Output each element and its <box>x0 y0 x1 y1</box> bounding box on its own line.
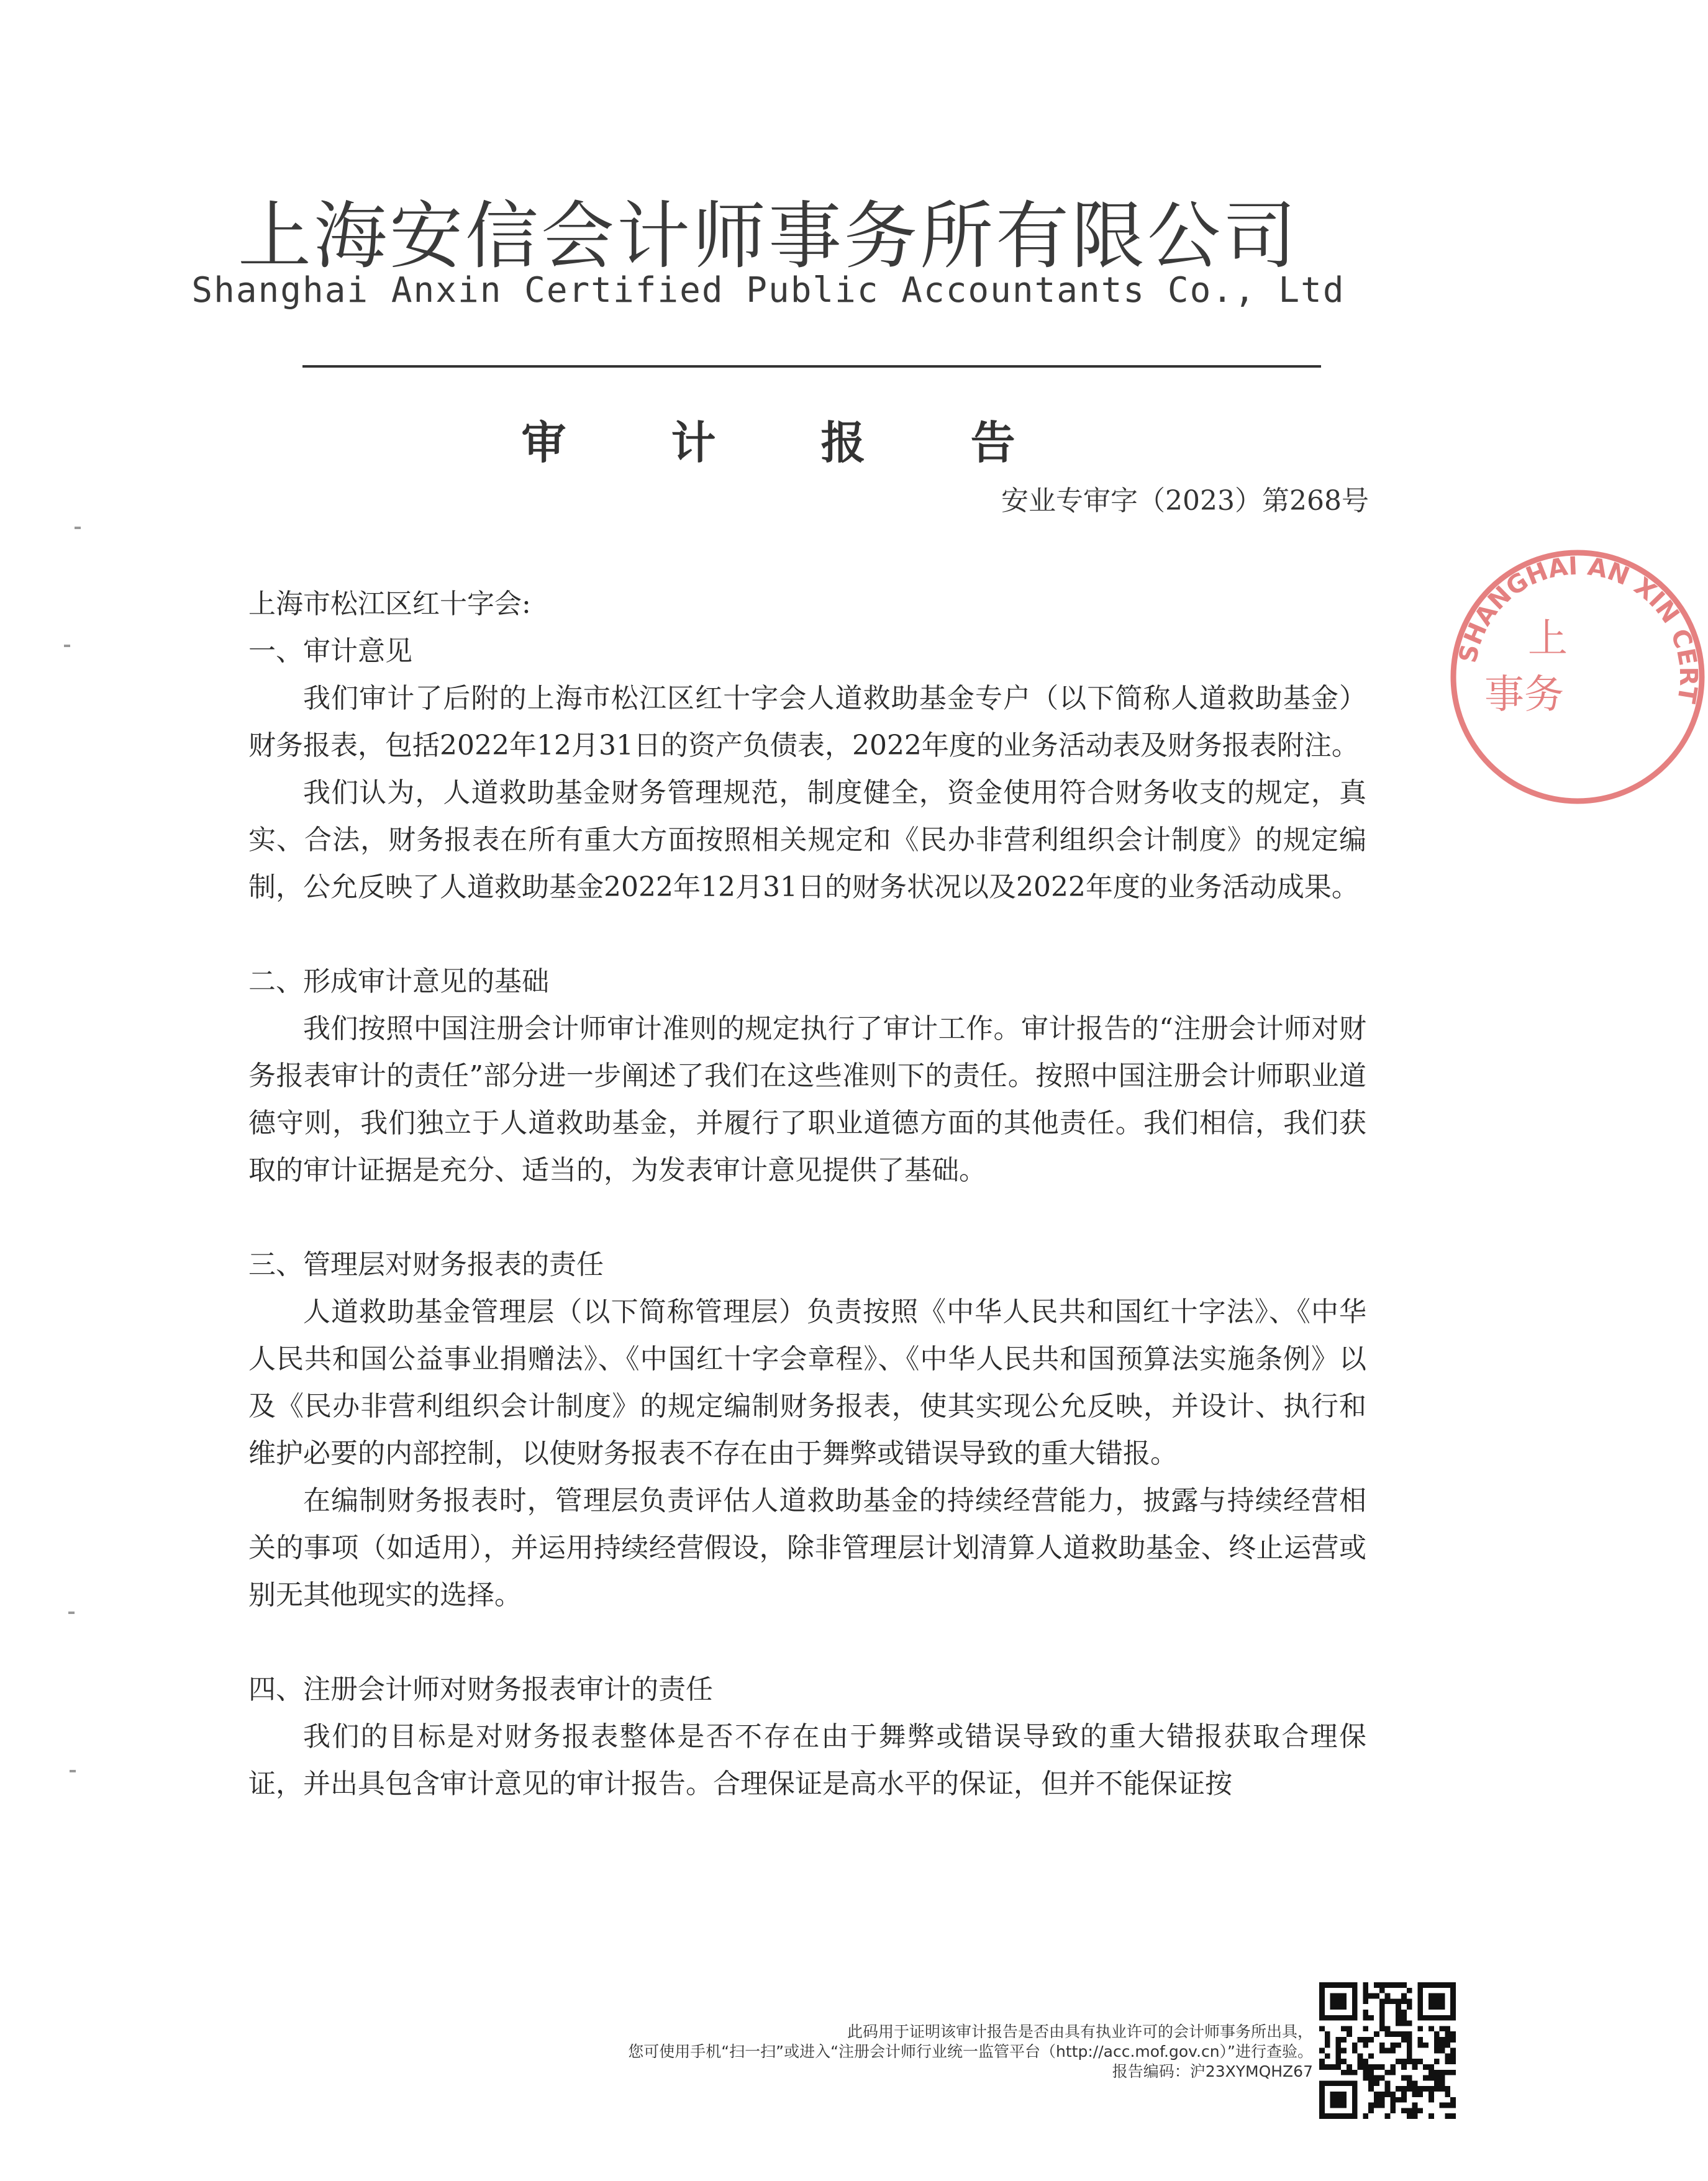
stamp-ring-text: SHANGHAI AN XIN CERT <box>1453 551 1703 705</box>
scan-speck <box>68 1612 75 1614</box>
verification-line-2[interactable]: 您可使用手机“扫一扫”或进入“注册会计师行业统一监管平台（http://acc.mof.gov.cn）”进行查验。 <box>628 2043 1313 2061</box>
section-heading-2: 二、形成审计意见的基础 <box>248 966 549 997</box>
section-1-paragraph-1: 我们审计了后附的上海市松江区红十字会人道救助基金专户（以下简称人道救助基金）财务报表，包括2022年12月31日的资产负债表，2022年度的业务活动表及财务报表附注。 <box>248 682 1366 761</box>
scan-speck <box>75 527 81 529</box>
firm-name-en: Shanghai Anxin Certified Public Accountants Co., Ltd <box>191 270 1345 311</box>
section-heading-1: 一、审计意见 <box>248 635 412 667</box>
section-4-paragraph-1: 我们的目标是对财务报表整体是否不存在由于舞弊或错误导致的重大错报获取合理保证，并出具包含审计意见的审计报告。合理保证是高水平的保证，但并不能保证按 <box>248 1721 1366 1800</box>
stamp-center-text-2: 事务 <box>1484 672 1564 718</box>
header-divider <box>302 365 1321 368</box>
report-ref-number: 安业专审字（2023）第268号 <box>1001 485 1369 517</box>
section-3-paragraph-1: 人道救助基金管理层（以下简称管理层）负责按照《中华人民共和国红十字法》、《中华人民共和国公益事业捐赠法》、《中国红十字会章程》、《中华人民共和国预算法实施条例》以及《民办非营利组织会计制度》的规定编制财务报表，使其实现公允反映，并设计、执行和维护必要的内部控制，以使财务报表不存在由于舞弊或错误导致的重大错报。 <box>248 1296 1366 1469</box>
report-code: 报告编码：沪23XYMQHZ67 <box>1112 2062 1313 2080</box>
company-seal-stamp <box>1447 546 1708 807</box>
stamp-center-text-1: 上 <box>1528 616 1568 662</box>
qr-code[interactable] <box>1319 1982 1456 2119</box>
section-heading-3: 三、管理层对财务报表的责任 <box>248 1249 604 1281</box>
section-heading-4: 四、注册会计师对财务报表审计的责任 <box>248 1674 713 1705</box>
report-title: 审 计 报 告 <box>521 417 1060 469</box>
verification-line-1: 此码用于证明该审计报告是否由具有执业许可的会计师事务所出具， <box>847 2023 1313 2041</box>
firm-name-cn: 上海安信会计师事务所有限公司 <box>237 193 1299 279</box>
scan-speck <box>64 645 70 647</box>
verification-note <box>319 2022 1313 2082</box>
addressee: 上海市松江区红十字会: <box>248 588 531 620</box>
scan-speck <box>70 1770 76 1772</box>
report-body <box>248 581 1366 1808</box>
spacer <box>248 1194 1366 1241</box>
section-1-paragraph-2: 我们认为，人道救助基金财务管理规范，制度健全，资金使用符合财务收支的规定，真实、合法，财务报表在所有重大方面按照相关规定和《民办非营利组织会计制度》的规定编制，公允反映了人道救助基金2022年12月31日的财务状况以及2022年度的业务活动成果。 <box>248 777 1366 903</box>
section-2-paragraph-1: 我们按照中国注册会计师审计准则的规定执行了审计工作。审计报告的“注册会计师对财务报表审计的责任”部分进一步阐述了我们在这些准则下的责任。按照中国注册会计师职业道德守则，我们独立于人道救助基金，并履行了职业道德方面的其他责任。我们相信，我们获取的审计证据是充分、适当的，为发表审计意见提供了基础。 <box>248 1013 1366 1186</box>
spacer <box>248 911 1366 958</box>
spacer <box>248 1619 1366 1666</box>
section-3-paragraph-2: 在编制财务报表时，管理层负责评估人道救助基金的持续经营能力，披露与持续经营相关的事项（如适用），并运用持续经营假设，除非管理层计划清算人道救助基金、终止运营或别无其他现实的选择。 <box>248 1485 1366 1611</box>
